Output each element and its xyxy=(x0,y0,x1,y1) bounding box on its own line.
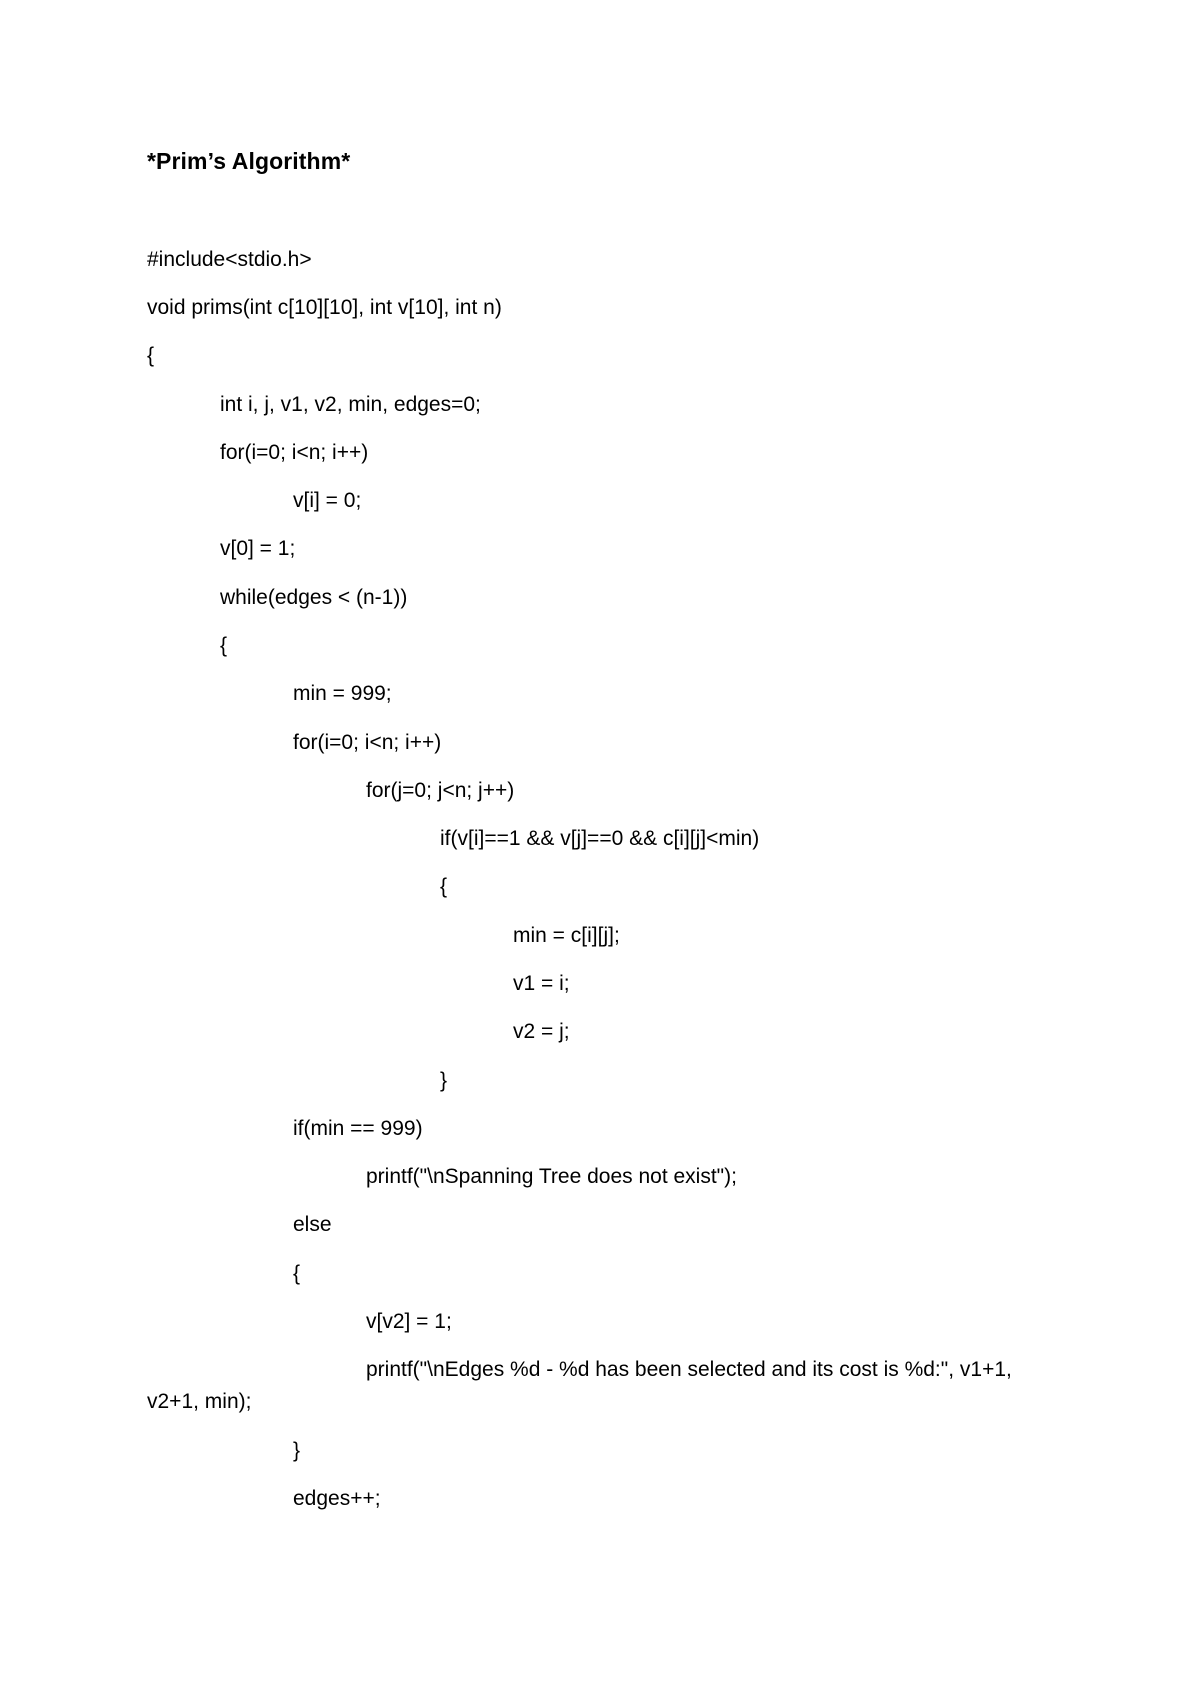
code-line-else-close-brace: } xyxy=(293,1439,301,1462)
code-line-min-init: min = 999; xyxy=(293,682,392,705)
code-line-if-open-brace: { xyxy=(440,875,448,898)
code-line-else-open-brace: { xyxy=(293,1262,301,1285)
code-line-for-j: for(j=0; j<n; j++) xyxy=(366,779,515,802)
code-line-if-condition: if(v[i]==1 && v[j]==0 && c[i][j]<min) xyxy=(440,827,760,850)
code-line-if-min-999: if(min == 999) xyxy=(293,1117,423,1140)
code-line-else: else xyxy=(293,1213,332,1236)
code-line-mark-visited: v[v2] = 1; xyxy=(366,1310,452,1333)
code-line-open-brace: { xyxy=(147,344,155,367)
code-line-for-i: for(i=0; i<n; i++) xyxy=(293,731,442,754)
code-line-printf-edge: printf("\nEdges %d - %d has been selected and its cost is %d:", v1+1, xyxy=(366,1358,1012,1381)
code-line-min-assign: min = c[i][j]; xyxy=(513,924,620,947)
code-line-edges-increment: edges++; xyxy=(293,1487,381,1510)
code-line-for-init: for(i=0; i<n; i++) xyxy=(220,441,369,464)
code-line-declarations: int i, j, v1, v2, min, edges=0; xyxy=(220,393,481,416)
code-line-if-close-brace: } xyxy=(440,1069,448,1092)
code-line-while: while(edges < (n-1)) xyxy=(220,586,408,609)
code-line-include: #include<stdio.h> xyxy=(147,248,312,271)
code-line-v0-one: v[0] = 1; xyxy=(220,537,296,560)
code-line-v2-assign: v2 = j; xyxy=(513,1020,570,1043)
code-line-printf-edge-continued: v2+1, min); xyxy=(147,1390,252,1413)
code-line-function-signature: void prims(int c[10][10], int v[10], int n) xyxy=(147,296,502,319)
code-line-v-zero: v[i] = 0; xyxy=(293,489,362,512)
code-line-while-open-brace: { xyxy=(220,634,228,657)
document-title: *Prim’s Algorithm* xyxy=(147,148,351,174)
code-line-v1-assign: v1 = i; xyxy=(513,972,570,995)
code-line-printf-no-tree: printf("\nSpanning Tree does not exist"); xyxy=(366,1165,737,1188)
